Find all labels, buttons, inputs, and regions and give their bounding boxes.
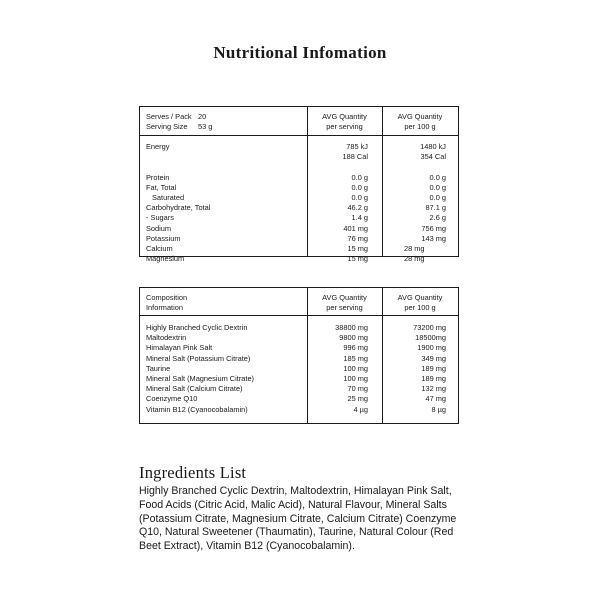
row-label: Magnesium xyxy=(146,254,185,264)
per-100g-value: 189 mg xyxy=(421,373,446,383)
table-row xyxy=(140,162,458,172)
table-row xyxy=(140,193,458,203)
per-100g-header: AVG Quantity per 100 g xyxy=(397,112,443,132)
per-serving-value: 0.0 g xyxy=(351,172,368,182)
per-serving-value: 100 mg xyxy=(343,363,368,373)
composition-label: Composition Information xyxy=(146,293,188,313)
per-serving-value: 185 mg xyxy=(343,353,368,363)
table-row xyxy=(140,323,458,333)
per-serving-value: 15 mg xyxy=(347,254,368,264)
table-row xyxy=(140,224,458,234)
table-row xyxy=(140,254,458,264)
table-row xyxy=(140,244,458,254)
serves-label: Serves / Pack xyxy=(146,112,192,121)
per-serving-value: 15 mg xyxy=(347,243,368,253)
row-label: Potassium xyxy=(146,233,181,243)
row-label: Calcium xyxy=(146,243,173,253)
table-row xyxy=(140,405,458,415)
per-100g-value: 0.0 g xyxy=(429,182,446,192)
composition-table xyxy=(139,287,459,424)
table-row xyxy=(140,203,458,213)
row-label: Maltodextrin xyxy=(146,333,187,343)
serving-size-label: Serving Size xyxy=(146,122,188,132)
per-100g-value: 87.1 g xyxy=(425,203,446,213)
per-serving-header: AVG Quantity per serving xyxy=(322,293,367,313)
per-serving-value: 996 mg xyxy=(343,343,368,353)
row-label: - Sugars xyxy=(146,213,174,223)
table-row xyxy=(140,183,458,193)
per-serving-header: AVG Quantity per serving xyxy=(322,112,367,132)
nutrition-table xyxy=(139,106,459,264)
per-100g-value: 28 mg xyxy=(404,243,425,253)
per-serving-value: 9800 mg xyxy=(339,333,368,343)
header-divider xyxy=(140,135,458,136)
row-label: Taurine xyxy=(146,363,171,373)
table-row xyxy=(140,374,458,384)
per-100g-value: 0.0 g xyxy=(429,172,446,182)
per-serving-value: 785 kJ xyxy=(346,142,368,151)
per-serving-value: 100 mg xyxy=(343,373,368,383)
header-divider xyxy=(140,315,458,316)
ingredients-title: Ingredients List xyxy=(139,463,247,482)
per-100g-value: 73200 mg xyxy=(413,323,446,332)
row-label: Carbohydrate, Total xyxy=(146,203,211,213)
row-label: Mineral Salt (Calcium Citrate) xyxy=(146,384,243,394)
table-row xyxy=(140,394,458,404)
table-row xyxy=(140,142,458,152)
per-serving-value: 38800 mg xyxy=(335,323,368,332)
per-100g-value: 1900 mg xyxy=(417,343,446,353)
per-100g-value: 8 µg xyxy=(431,404,446,414)
table-row xyxy=(140,213,458,223)
per-serving-value: 1.4 g xyxy=(351,213,368,223)
nutrition-rows xyxy=(140,142,458,264)
table-row xyxy=(140,364,458,374)
table-row xyxy=(140,343,458,353)
per-serving-value: 4 µg xyxy=(353,404,368,414)
per-100g-value: 349 mg xyxy=(421,353,446,363)
row-label: Mineral Salt (Magnesium Citrate) xyxy=(146,373,255,383)
per-100g-value: 2.6 g xyxy=(429,213,446,223)
page-title: Nutritional Infomation xyxy=(213,43,387,62)
per-100g-value: 1480 kJ xyxy=(420,142,446,151)
row-label: Coenzyme Q10 xyxy=(146,394,198,404)
per-100g-value: 47 mg xyxy=(425,394,446,404)
table-row xyxy=(140,234,458,244)
row-label: Himalayan Pink Salt xyxy=(146,343,213,353)
per-serving-value: 0.0 g xyxy=(351,192,368,202)
serves-value: 20 xyxy=(198,112,207,121)
per-100g-value: 143 mg xyxy=(421,233,446,243)
table-row xyxy=(140,333,458,343)
per-serving-value: 76 mg xyxy=(347,233,368,243)
per-100g-value: 0.0 g xyxy=(429,192,446,202)
table-row xyxy=(140,152,458,162)
per-100g-value: 189 mg xyxy=(421,363,446,373)
table-row xyxy=(140,173,458,183)
per-100g-header: AVG Quantity per 100 g xyxy=(397,293,443,313)
per-serving-value: 46.2 g xyxy=(347,203,368,213)
per-serving-value: 188 Cal xyxy=(342,152,368,162)
per-serving-value: 70 mg xyxy=(347,384,368,394)
composition-rows xyxy=(140,323,458,415)
per-100g-value: 354 Cal xyxy=(420,152,446,162)
per-serving-value: 401 mg xyxy=(343,223,368,233)
per-100g-value: 18500mg xyxy=(415,333,446,343)
per-serving-value: 0.0 g xyxy=(351,182,368,192)
nutrition-header xyxy=(140,112,458,132)
composition-header xyxy=(140,293,458,313)
row-label: Fat, Total xyxy=(146,182,177,192)
row-label: Sodium xyxy=(146,223,172,233)
serving-size-value: 53 g xyxy=(198,122,213,132)
table-row xyxy=(140,384,458,394)
per-100g-value: 28 mg xyxy=(404,254,425,264)
row-label: Highly Branched Cyclic Dextrin xyxy=(146,323,248,332)
row-label: Saturated xyxy=(152,192,185,202)
row-label: Mineral Salt (Potassium Citrate) xyxy=(146,353,251,363)
row-label: Vitamin B12 (Cyanocobalamin) xyxy=(146,404,248,414)
row-label: Energy xyxy=(146,142,170,151)
row-label: Protein xyxy=(146,172,170,182)
per-serving-value: 25 mg xyxy=(347,394,368,404)
table-row xyxy=(140,354,458,364)
ingredients-text: Highly Branched Cyclic Dextrin, Maltodextrin, Himalayan Pink Salt, Food Acids (Citric Acid, Malic Acid), Natural Flavour, Mineral Salts (Potassium Citrate, Magnesium Citrate, Calcium Citrate) Coenzyme Q10, Natural Sweetener (Thaumatin), Taurine, Natural Colour (Red Beet Extract), Vitamin B12 (Cyanocobalamin). xyxy=(139,485,457,553)
per-100g-value: 132 mg xyxy=(421,384,446,394)
per-100g-value: 756 mg xyxy=(421,223,446,233)
